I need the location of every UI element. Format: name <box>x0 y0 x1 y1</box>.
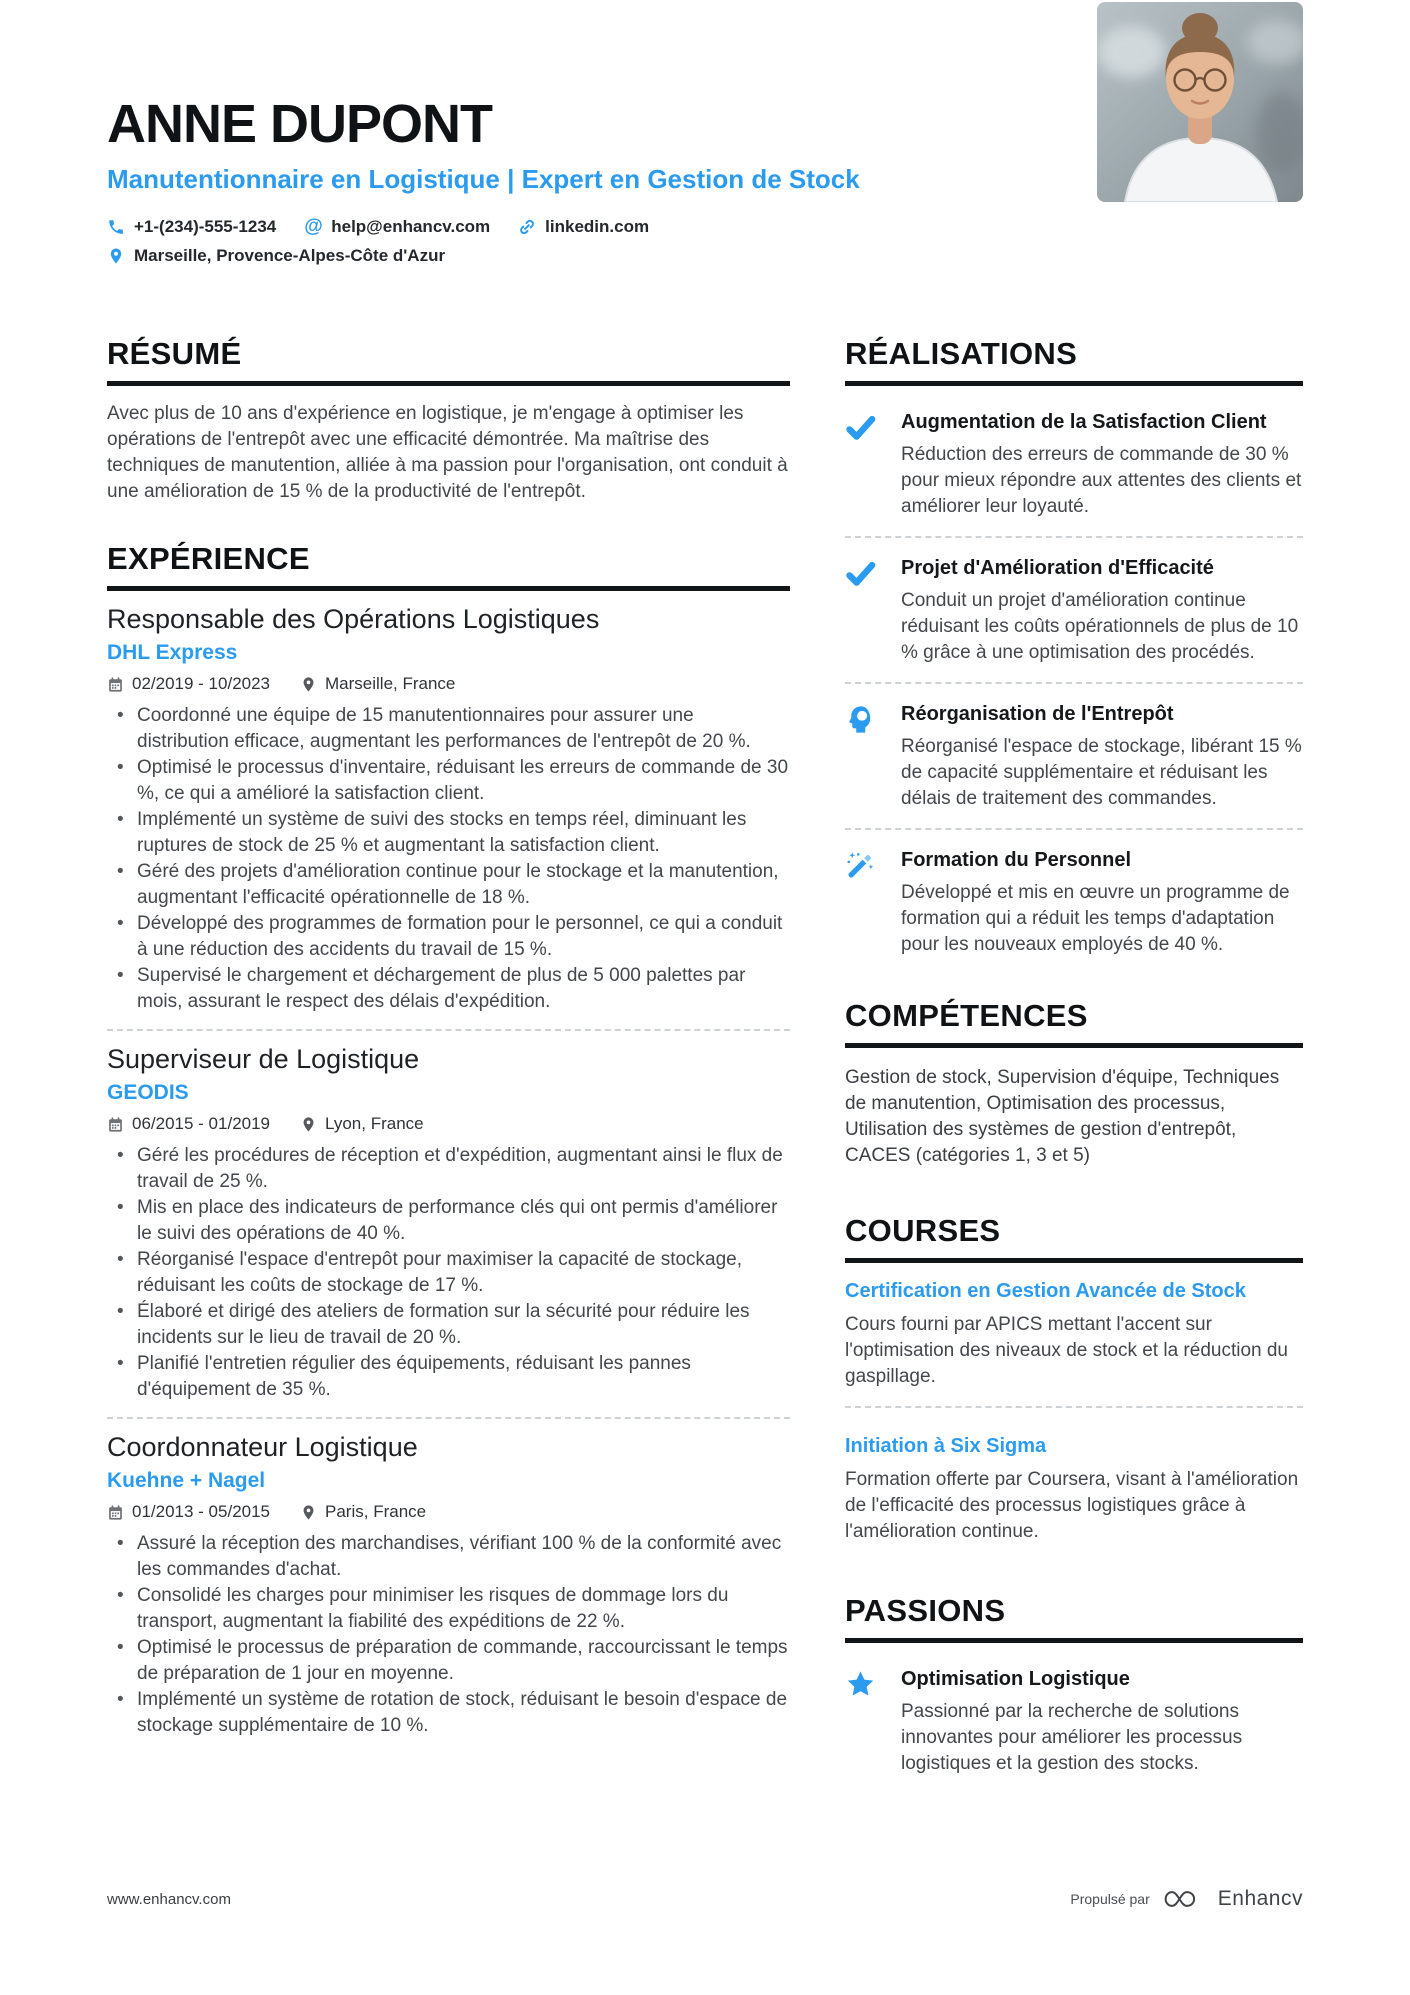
location-row <box>107 246 1303 266</box>
experience-section <box>107 541 790 1739</box>
achievements-section <box>845 336 1303 964</box>
enhancv-brand-name[interactable]: Enhancv <box>1217 1887 1303 1910</box>
achievement-title: Augmentation de la Satisfaction Client <box>901 411 1267 434</box>
location-pin-icon <box>107 247 125 265</box>
candidate-headline: Manutentionnaire en Logistique | Expert en Gestion de Stock <box>107 164 860 195</box>
course-text: Cours fourni par APICS mettant l'accent sur l'optimisation des niveaux de stock et la réduction du gaspillage. <box>845 1314 1288 1388</box>
magic-wand-icon <box>845 848 879 958</box>
passion-item <box>845 1659 1303 1783</box>
email-address[interactable]: help@enhancv.com <box>331 217 491 237</box>
achievement-item <box>845 402 1303 526</box>
course-text: Formation offerte par Coursera, visant à l'amélioration de l'efficacité des processus logistiques grâce à l'amélioration continue. <box>845 1469 1299 1543</box>
job-bullet: • Supervisé le chargement et déchargement de plus de 5 000 palettes par mois, assurant le respect des délais d'expédition. <box>107 963 790 1015</box>
job-entry <box>107 603 790 1015</box>
left-column <box>107 336 790 1783</box>
link-icon <box>518 218 536 236</box>
job-dates-item <box>107 1114 270 1134</box>
resume-text: Avec plus de 10 ans d'expérience en logistique, je m'engage à optimiser les opérations de l'entrepôt avec une efficacité démontrée. Ma maîtrise des techniques de manutention, alliée à ma passion pour l'organisation, ont conduit à une amélioration de 15 % de la productivité de l'entrepôt. <box>107 403 788 503</box>
job-dates: 06/2015 - 01/2019 <box>132 1114 271 1134</box>
job-location: Paris, France <box>325 1502 427 1522</box>
job-bullet: • Géré des projets d'amélioration continue pour le stockage et la manutention, augmentant l'efficacité opérationnelle de 18 %. <box>107 859 790 911</box>
right-column <box>845 336 1303 1783</box>
course-title: Certification en Gestion Avancée de Stock <box>845 1280 1246 1303</box>
job-bullet: • Assuré la réception des marchandises, vérifiant 100 % de la conformité avec les commandes d'achat. <box>107 1531 790 1583</box>
job-bullet: • Optimisé le processus de préparation de commande, raccourcissant le temps de préparation de 1 jour en moyenne. <box>107 1635 790 1687</box>
link-url[interactable]: linkedin.com <box>545 217 650 237</box>
job-bullet: • Implémenté un système de suivi des stocks en temps réel, diminuant les ruptures de stock de 25 % et augmentant la satisfaction client. <box>107 807 790 859</box>
pin-icon <box>300 1116 317 1133</box>
job-dates-item <box>107 674 270 694</box>
job-company[interactable]: Kuehne + Nagel <box>107 1469 266 1493</box>
job-bullet: • Optimisé le processus d'inventaire, réduisant les erreurs de commande de 30 %, ce qui a amélioré la satisfaction client. <box>107 755 790 807</box>
job-dates-item <box>107 1502 270 1522</box>
job-location: Marseille, France <box>325 674 456 694</box>
passions-section <box>845 1593 1303 1783</box>
job-title: Responsable des Opérations Logistiques <box>107 604 600 635</box>
achievement-text: Développé et mis en œuvre un programme de formation qui a réduit les temps d'adaptation pour les nouveaux employés de 40 %. <box>901 882 1290 956</box>
job-bullet: • Coordonné une équipe de 15 manutentionnaires pour assurer une distribution efficace, augmentant les performances de l'entrepôt de 20 %. <box>107 703 790 755</box>
experience-heading: EXPÉRIENCE <box>107 541 790 591</box>
powered-by <box>1070 1887 1303 1911</box>
resume-heading: RÉSUMÉ <box>107 336 790 386</box>
phone-contact <box>107 217 276 237</box>
courses-heading: COURSES <box>845 1213 1303 1263</box>
achievement-title: Projet d'Amélioration d'Efficacité <box>901 557 1214 580</box>
avatar <box>1097 2 1303 202</box>
footer <box>107 1887 1303 1911</box>
check-icon <box>845 556 879 666</box>
job-location: Lyon, France <box>325 1114 424 1134</box>
job-bullet: • Planifié l'entretien régulier des équipements, réduisant les pannes d'équipement de 35 %. <box>107 1351 790 1403</box>
calendar-icon <box>107 676 124 693</box>
achievement-text: Conduit un projet d'amélioration continue réduisant les coûts opérationnels de plus de 10 % grâce à une optimisation des procédés. <box>901 590 1299 664</box>
header <box>107 0 1303 266</box>
job-bullet: • Géré les procédures de réception et d'expédition, augmentant ainsi le flux de travail de 25 %. <box>107 1143 790 1195</box>
course-separator <box>845 1406 1303 1408</box>
skills-heading: COMPÉTENCES <box>845 998 1303 1048</box>
link-contact <box>518 217 649 237</box>
job-location-item <box>300 1502 426 1522</box>
courses-section <box>845 1213 1303 1551</box>
course-title: Initiation à Six Sigma <box>845 1435 1047 1458</box>
job-bullets <box>107 1531 790 1739</box>
job-bullet: • Mis en place des indicateurs de performance clés qui ont permis d'améliorer le suivi des opérations de 40 %. <box>107 1195 790 1247</box>
profile-photo <box>1097 2 1303 202</box>
skills-section <box>845 998 1303 1169</box>
job-bullets <box>107 1143 790 1403</box>
achievement-text: Réorganisé l'espace de stockage, libérant 15 % de capacité supplémentaire et réduisant les délais de traitement des commandes. <box>901 736 1302 810</box>
resume-section <box>107 336 790 505</box>
achievement-item <box>845 840 1303 964</box>
passions-list <box>845 1659 1303 1783</box>
job-bullet: • Réorganisé l'espace d'entrepôt pour maximiser la capacité de stockage, réduisant les coûts de stockage de 17 %. <box>107 1247 790 1299</box>
job-bullet: • Implémenté un système de rotation de stock, réduisant le besoin d'espace de stockage supplémentaire de 10 %. <box>107 1687 790 1739</box>
job-title: Coordonnateur Logistique <box>107 1432 418 1463</box>
achievement-item <box>845 694 1303 818</box>
job-location-item <box>300 1114 424 1134</box>
pin-icon <box>300 676 317 693</box>
location-contact <box>107 246 445 266</box>
job-bullet: • Développé des programmes de formation pour le personnel, ce qui a conduit à une réduction des accidents du travail de 15 %. <box>107 911 790 963</box>
job-separator <box>107 1417 790 1419</box>
achievements-list <box>845 402 1303 964</box>
course-item <box>845 1263 1303 1396</box>
head-icon <box>845 702 879 812</box>
passion-text: Passionné par la recherche de solutions innovantes pour améliorer les processus logistiques et la gestion des stocks. <box>901 1701 1243 1775</box>
job-entry <box>107 1431 790 1739</box>
job-dates: 01/2013 - 05/2015 <box>132 1502 271 1522</box>
job-bullet: • Consolidé les charges pour minimiser les risques de dommage lors du transport, augmentant la fiabilité des expéditions de 22 %. <box>107 1583 790 1635</box>
job-meta <box>107 1114 790 1134</box>
email-contact <box>304 217 490 237</box>
footer-website[interactable]: www.enhancv.com <box>107 1890 231 1908</box>
achievement-item <box>845 548 1303 672</box>
candidate-name: ANNE DUPONT <box>107 94 493 154</box>
pin-icon <box>300 1504 317 1521</box>
star-icon <box>845 1667 879 1777</box>
achievement-title: Réorganisation de l'Entrepôt <box>901 703 1174 726</box>
achievement-text: Réduction des erreurs de commande de 30 % pour mieux répondre aux attentes des clients et améliorer leur loyauté. <box>901 444 1302 518</box>
job-title: Superviseur de Logistique <box>107 1044 420 1075</box>
passions-heading: PASSIONS <box>845 1593 1303 1643</box>
enhancv-logo-icon[interactable] <box>1162 1888 1206 1910</box>
achievement-separator <box>845 828 1303 830</box>
job-company[interactable]: DHL Express <box>107 641 238 665</box>
job-company[interactable]: GEODIS <box>107 1081 189 1105</box>
powered-by-label: Propulsé par <box>1070 1891 1150 1907</box>
phone-number[interactable]: +1-(234)-555-1234 <box>134 217 277 237</box>
skills-text: Gestion de stock, Supervision d'équipe, Techniques de manutention, Optimisation des processus, Utilisation des systèmes de gestion d'entrepôt, CACES (catégories 1, 3 et 5) <box>845 1067 1280 1167</box>
job-meta <box>107 674 790 694</box>
achievement-title: Formation du Personnel <box>901 849 1132 872</box>
content-columns <box>107 336 1303 1783</box>
passion-title: Optimisation Logistique <box>901 1668 1130 1691</box>
job-separator <box>107 1029 790 1031</box>
achievement-separator <box>845 536 1303 538</box>
job-location-item <box>300 674 455 694</box>
job-bullet: • Élaboré et dirigé des ateliers de formation sur la sécurité pour réduire les incidents sur le lieu de travail de 20 %. <box>107 1299 790 1351</box>
achievement-separator <box>845 682 1303 684</box>
location-text: Marseille, Provence-Alpes-Côte d'Azur <box>134 246 446 266</box>
job-entry <box>107 1043 790 1403</box>
job-meta <box>107 1502 790 1522</box>
calendar-icon <box>107 1504 124 1521</box>
calendar-icon <box>107 1116 124 1133</box>
job-bullets <box>107 703 790 1015</box>
phone-icon <box>107 218 125 236</box>
course-item <box>845 1418 1303 1551</box>
job-dates: 02/2019 - 10/2023 <box>132 674 271 694</box>
check-icon <box>845 410 879 520</box>
achievements-heading: RÉALISATIONS <box>845 336 1303 386</box>
contact-row <box>107 217 1303 237</box>
at-icon: @ <box>304 216 323 238</box>
